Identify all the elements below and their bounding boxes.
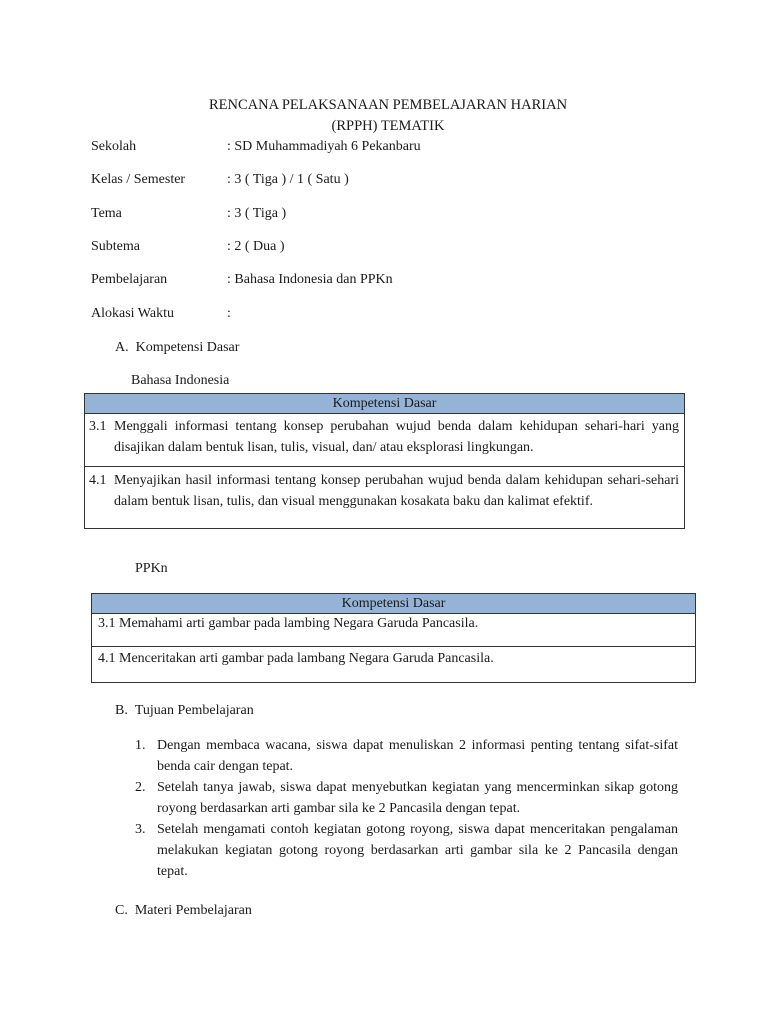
section-a-heading: A. Kompetensi Dasar <box>115 340 240 355</box>
table-header: Kompetensi Dasar <box>85 394 685 414</box>
kd-number: 4.1 <box>89 473 107 488</box>
section-b-heading: B. Tujuan Pembelajaran <box>115 703 254 718</box>
document-title-line-1: RENCANA PELAKSANAAN PEMBELAJARAN HARIAN <box>208 97 568 113</box>
list-text: Setelah tanya jawab, siswa dapat menyebutkan kegiatan yang mencerminkan sikap gotong royong berdasarkan arti gambar sila ke 2 Pancasila dengan tepat. <box>157 780 678 816</box>
info-value: : 3 ( Tiga ) / 1 ( Satu ) <box>227 172 349 187</box>
document-title-line-2: (RPPH) TEMATIK <box>331 118 445 134</box>
kd-table-ppkn <box>91 593 696 683</box>
objectives-list <box>135 735 678 882</box>
info-label: Sekolah <box>91 139 137 154</box>
info-value: : Bahasa Indonesia dan PPKn <box>227 272 393 287</box>
list-number: 1. <box>135 738 146 753</box>
kd-number: 3.1 <box>89 419 107 434</box>
table-row <box>85 467 685 529</box>
list-item <box>135 777 678 819</box>
list-item <box>135 819 678 882</box>
list-number: 2. <box>135 780 146 795</box>
table-row: 3.1 Memahami arti gambar pada lambing Negara Garuda Pancasila. <box>92 614 696 647</box>
kd-table-bahasa-indonesia <box>84 393 685 529</box>
info-label: Kelas / Semester <box>91 172 186 187</box>
table-row: 4.1 Menceritakan arti gambar pada lambang Negara Garuda Pancasila. <box>92 647 696 683</box>
list-text: Dengan membaca wacana, siswa dapat menuliskan 2 informasi penting tentang sifat-sifat benda cair dengan tepat. <box>157 738 678 774</box>
info-label: Tema <box>91 206 122 221</box>
info-value: : <box>227 306 231 321</box>
list-text: Setelah mengamati contoh kegiatan gotong royong, siswa dapat menceritakan pengalaman melakukan kegiatan gotong royong berdasarkan arti gambar sila ke 2 Pancasila dengan tepat. <box>157 822 678 879</box>
section-c-heading: C. Materi Pembelajaran <box>115 903 252 918</box>
list-number: 3. <box>135 822 146 837</box>
bahasa-indonesia-heading: Bahasa Indonesia <box>131 373 230 388</box>
list-item <box>135 735 678 777</box>
info-label: Pembelajaran <box>91 272 168 287</box>
kd-text: Menggali informasi tentang konsep perubahan wujud benda dalam kehidupan sehari-hari yang disajikan dalam bentuk lisan, tulis, visual, dan/ atau eksplorasi lingkungan. <box>114 419 679 455</box>
info-value: : 2 ( Dua ) <box>227 239 285 254</box>
info-label: Alokasi Waktu <box>91 306 174 321</box>
table-row <box>85 414 685 467</box>
kd-text: Menyajikan hasil informasi tentang konsep perubahan wujud benda dalam kehidupan sehari-sehari dalam bentuk lisan, tulis, dan visual menggunakan kosakata baku dan kalimat efektif. <box>114 473 679 509</box>
ppkn-heading: PPKn <box>135 561 168 576</box>
table-header: Kompetensi Dasar <box>92 594 696 614</box>
info-value: : SD Muhammadiyah 6 Pekanbaru <box>227 139 421 154</box>
info-label: Subtema <box>91 239 140 254</box>
info-value: : 3 ( Tiga ) <box>227 206 287 221</box>
